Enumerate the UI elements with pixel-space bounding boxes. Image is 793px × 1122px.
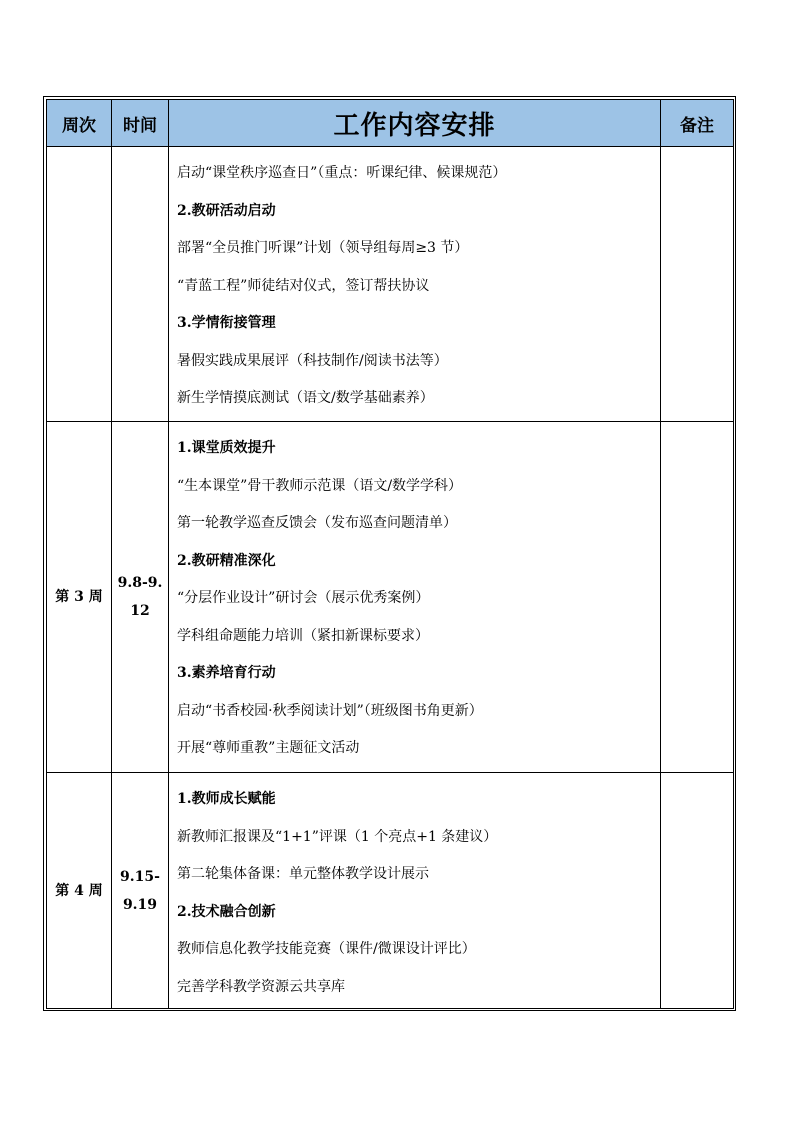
header-note: 备注	[661, 100, 734, 147]
content-line: 部署“全员推门听课”计划（领导组每周≥3 节）	[177, 240, 469, 256]
content-line: “分层作业设计”研讨会（展示优秀案例）	[177, 590, 430, 606]
time-cell: 9.8-9.12	[112, 422, 169, 773]
table-row	[47, 422, 734, 773]
content-line: 完善学科教学资源云共享库	[177, 978, 345, 995]
content-line: 2.教研精准深化	[177, 552, 276, 569]
content-line: “生本课堂”骨干教师示范课（语文/数学学科）	[177, 477, 463, 494]
content-line: 启动“课堂秩序巡查日”（重点：听课纪律、候课规范）	[177, 165, 507, 181]
header-time: 时间	[112, 100, 169, 147]
content-line: 1.课堂质效提升	[177, 440, 276, 456]
week-cell: 第 4 周	[47, 773, 112, 1009]
table-header-row	[47, 100, 734, 147]
content-line: 新生学情摸底测试（语文/数学基础素养）	[177, 390, 434, 406]
table-row	[47, 147, 734, 422]
note-cell	[661, 147, 734, 422]
time-cell	[112, 147, 169, 422]
time-cell: 9.15-9.19	[112, 773, 169, 1009]
note-cell	[661, 422, 734, 773]
content-cell	[169, 422, 661, 773]
content-line: 学科组命题能力培训（紧扣新课标要求）	[177, 627, 429, 644]
content-line: 开展“尊师重教”主题征文活动	[177, 740, 360, 756]
content-line: 暑假实践成果展评（科技制作/阅读书法等）	[177, 352, 448, 369]
content-line: 第二轮集体备课：单元整体教学设计展示	[177, 866, 429, 882]
content-line: 1.教师成长赋能	[177, 791, 276, 807]
schedule-table	[46, 99, 734, 1009]
content-line: 3.学情衔接管理	[177, 315, 276, 331]
week-cell: 第 3 周	[47, 422, 112, 773]
week-cell	[47, 147, 112, 422]
content-line: 2.技术融合创新	[177, 903, 276, 920]
content-line: 新教师汇报课及“1+1”评课（1 个亮点+1 条建议）	[177, 828, 498, 845]
content-line: 3.素养培育行动	[177, 665, 276, 681]
schedule-table-frame	[43, 96, 736, 1011]
table-row	[47, 773, 734, 1009]
note-cell	[661, 773, 734, 1009]
content-line: 2.教研活动启动	[177, 202, 276, 219]
header-week: 周次	[47, 100, 112, 147]
content-cell	[169, 147, 661, 422]
content-line: 教师信息化教学技能竞赛（课件/微课设计评比）	[177, 941, 476, 957]
content-cell	[169, 773, 661, 1009]
content-line: 启动“书香校园·秋季阅读计划”（班级图书角更新）	[177, 702, 483, 719]
content-line: 第一轮教学巡查反馈会（发布巡查问题清单）	[177, 515, 457, 531]
header-content: 工作内容安排	[169, 100, 661, 147]
content-line: “青蓝工程”师徒结对仪式，签订帮扶协议	[177, 277, 430, 294]
